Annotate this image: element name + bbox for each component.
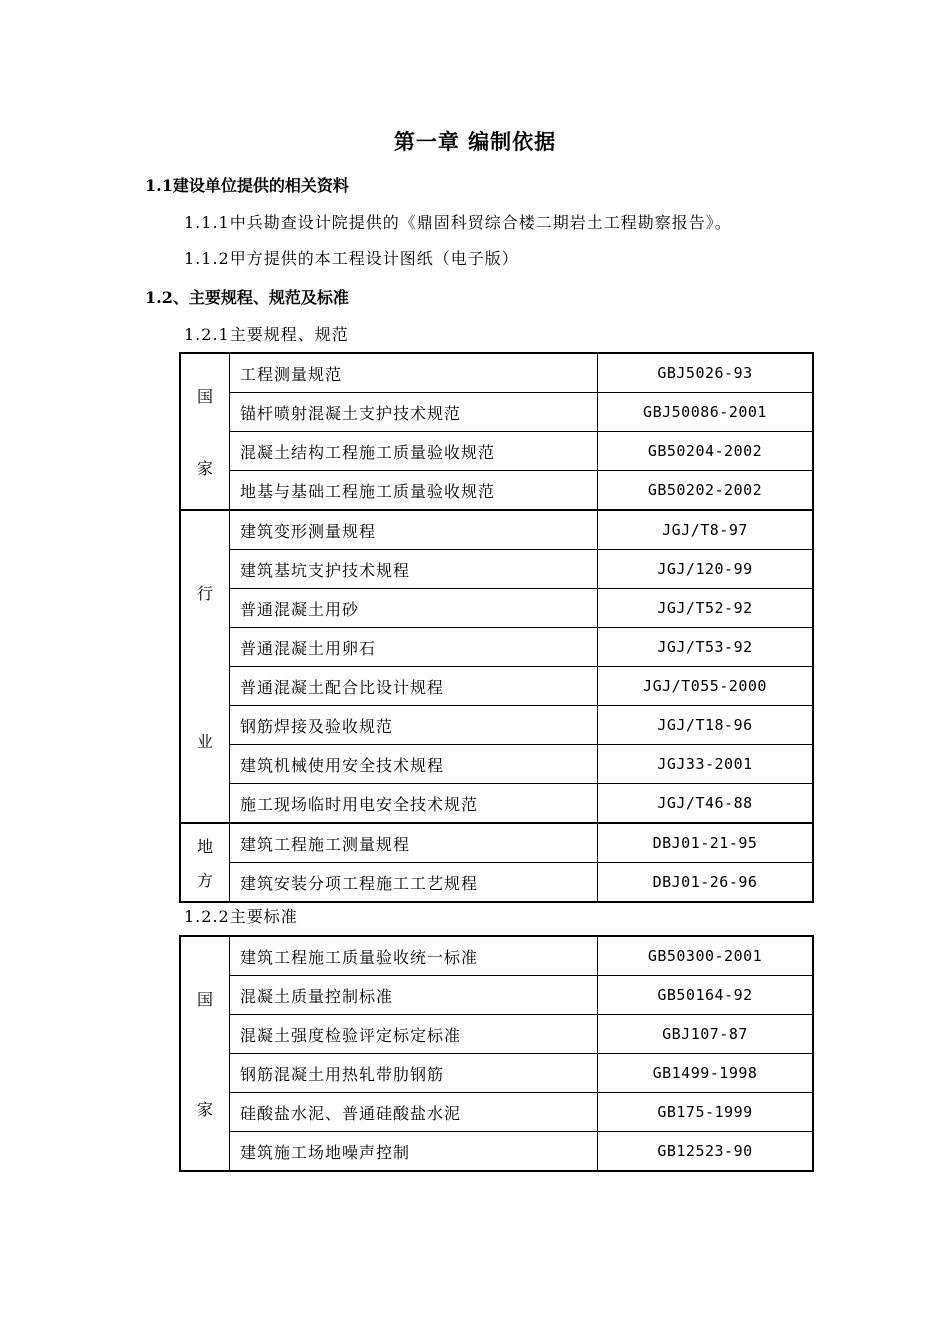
category-char: 家 (196, 1100, 213, 1119)
spec-name: 混凝土强度检验评定标定标准 (230, 1015, 598, 1054)
table-row (180, 471, 813, 511)
table-row (180, 510, 813, 550)
category-char: 家 (196, 459, 213, 478)
table-row (180, 589, 813, 628)
category-char: 方 (196, 871, 213, 890)
spec-name: 建筑安装分项工程施工工艺规程 (230, 863, 598, 903)
spec-name: 混凝土结构工程施工质量验收规范 (230, 432, 598, 471)
spec-name: 普通混凝土用砂 (230, 589, 598, 628)
table-row (180, 976, 813, 1015)
table-row (180, 550, 813, 589)
spec-name: 建筑施工场地噪声控制 (230, 1132, 598, 1172)
spec-name: 钢筋混凝土用热轧带肋钢筋 (230, 1054, 598, 1093)
category-char: 业 (196, 732, 213, 751)
spec-code: JGJ/T055-2000 (598, 667, 814, 706)
table-row (180, 353, 813, 393)
table-row (180, 936, 813, 976)
spec-name: 建筑变形测量规程 (230, 510, 598, 550)
spec-code: DBJ01-21-95 (598, 823, 814, 863)
spec-name: 工程测量规范 (230, 353, 598, 393)
spec-name: 建筑机械使用安全技术规程 (230, 745, 598, 784)
regulations-table (179, 352, 814, 903)
spec-code: GB12523-90 (598, 1132, 814, 1172)
section-heading-1-2: 1.2、主要规程、规范及标准 (145, 288, 349, 307)
spec-code: GB50204-2002 (598, 432, 814, 471)
spec-name: 建筑工程施工质量验收统一标准 (230, 936, 598, 976)
table-row (180, 393, 813, 432)
spec-name: 施工现场临时用电安全技术规范 (230, 784, 598, 824)
section-heading-1-1: 1.1建设单位提供的相关资料 (145, 176, 349, 195)
spec-code: GB50300-2001 (598, 936, 814, 976)
spec-name: 地基与基础工程施工质量验收规范 (230, 471, 598, 511)
spec-code: GBJ107-87 (598, 1015, 814, 1054)
spec-name: 混凝土质量控制标准 (230, 976, 598, 1015)
spec-name: 建筑工程施工测量规程 (230, 823, 598, 863)
spec-code: GBJ50086-2001 (598, 393, 814, 432)
category-cell (180, 510, 230, 823)
spec-name: 硅酸盐水泥、普通硅酸盐水泥 (230, 1093, 598, 1132)
spec-code: DBJ01-26-96 (598, 863, 814, 903)
spec-name: 普通混凝土配合比设计规程 (230, 667, 598, 706)
table-row (180, 1093, 813, 1132)
spec-code: JGJ/T46-88 (598, 784, 814, 824)
table-row (180, 667, 813, 706)
spec-code: JGJ/120-99 (598, 550, 814, 589)
table-row (180, 784, 813, 824)
spec-code: GB175-1999 (598, 1093, 814, 1132)
spec-name: 建筑基坑支护技术规程 (230, 550, 598, 589)
category-cell (180, 823, 230, 902)
table-row (180, 1054, 813, 1093)
standards-table (179, 935, 814, 1172)
spec-code: GB1499-1998 (598, 1054, 814, 1093)
table-row (180, 1015, 813, 1054)
category-char: 国 (196, 387, 213, 406)
category-char: 国 (196, 990, 213, 1009)
spec-code: JGJ/T53-92 (598, 628, 814, 667)
category-char: 行 (196, 584, 213, 603)
category-cell (180, 936, 230, 1171)
table-row (180, 745, 813, 784)
spec-code: GB50202-2002 (598, 471, 814, 511)
table-row (180, 432, 813, 471)
spec-code: JGJ/T18-96 (598, 706, 814, 745)
spec-code: JGJ/T52-92 (598, 589, 814, 628)
table-row (180, 628, 813, 667)
item-1-1-2: 1.1.2甲方提供的本工程设计图纸（电子版） (184, 249, 519, 268)
table-row (180, 823, 813, 863)
spec-code: GB50164-92 (598, 976, 814, 1015)
spec-code: JGJ/T8-97 (598, 510, 814, 550)
spec-name: 普通混凝土用卵石 (230, 628, 598, 667)
category-cell (180, 353, 230, 510)
table-row (180, 706, 813, 745)
spec-code: GBJ5026-93 (598, 353, 814, 393)
chapter-title: 第一章 编制依据 (393, 129, 557, 154)
subheading-1-2-1: 1.2.1主要规程、规范 (184, 325, 349, 344)
category-char: 地 (196, 837, 213, 856)
spec-name: 锚杆喷射混凝土支护技术规范 (230, 393, 598, 432)
table-row (180, 1132, 813, 1172)
spec-name: 钢筋焊接及验收规范 (230, 706, 598, 745)
table-row (180, 863, 813, 903)
item-1-1-1: 1.1.1中兵勘查设计院提供的《鼎固科贸综合楼二期岩土工程勘察报告》。 (184, 213, 732, 232)
spec-code: JGJ33-2001 (598, 745, 814, 784)
subheading-1-2-2: 1.2.2主要标准 (184, 907, 298, 926)
